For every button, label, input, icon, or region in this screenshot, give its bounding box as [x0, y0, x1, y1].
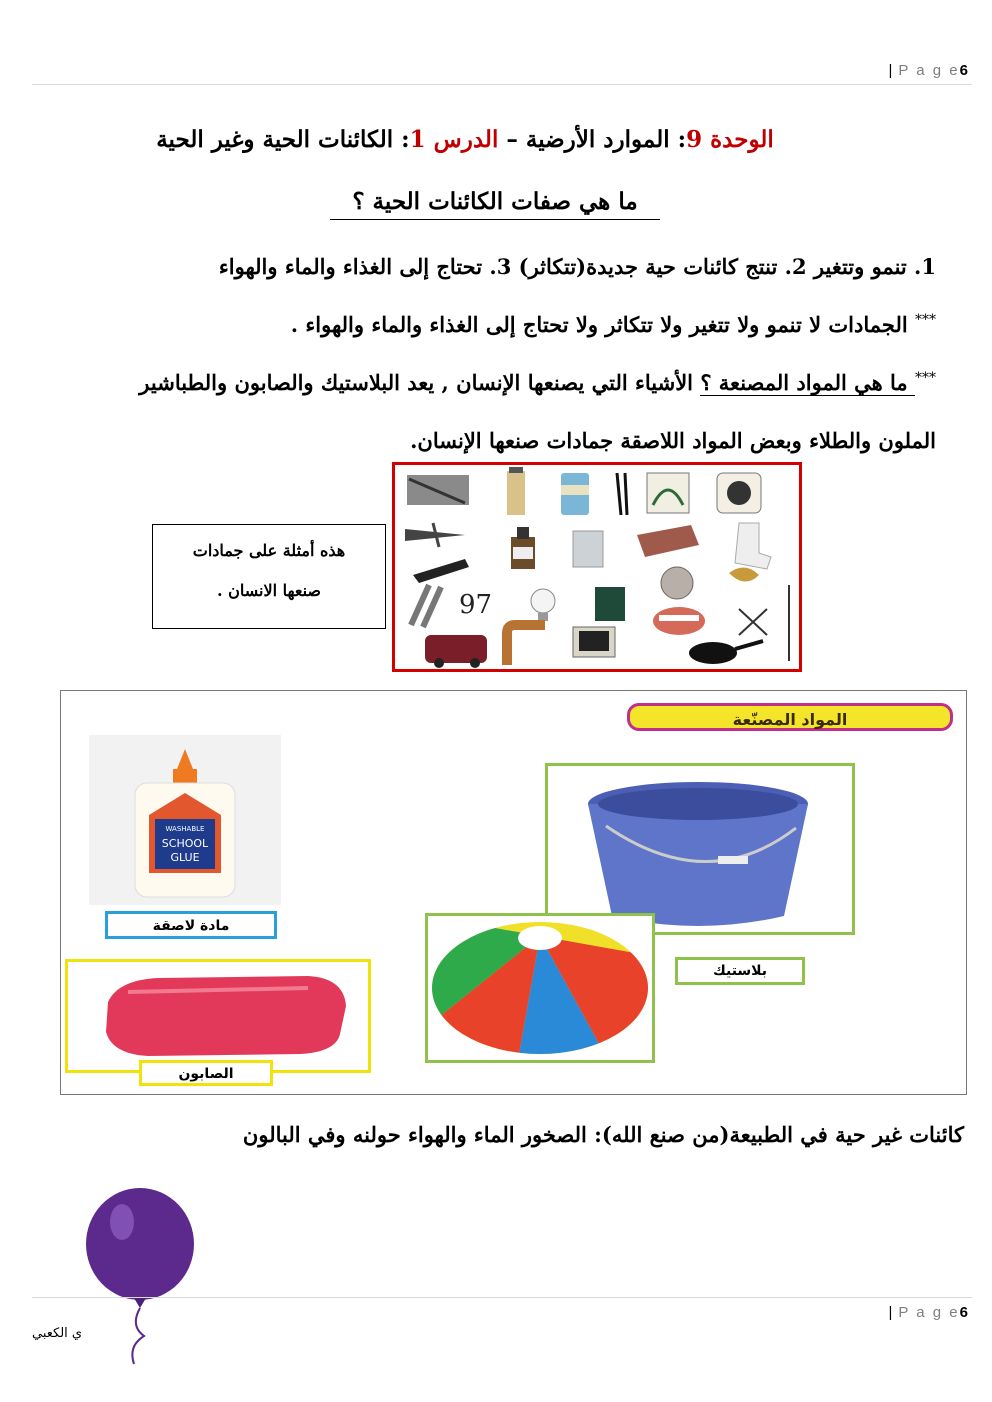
page-number: 6: [959, 1304, 970, 1321]
airplane-icon: [405, 523, 465, 547]
author-name: ي الكعبي: [32, 1326, 83, 1341]
computer-icon: [573, 627, 615, 657]
glue-bottle-text-2: SCHOOL: [161, 837, 209, 850]
brick-icon: [637, 525, 699, 557]
beach-ball-image: [428, 916, 652, 1060]
stars-marker: ***: [915, 312, 936, 328]
manufactured-line-1: [139, 370, 936, 395]
manufactured-answer-2: الملون والطلاء وبعض المواد اللاصقة جمادات صنعها الإنسان.: [410, 428, 936, 453]
pencils-icon: [617, 473, 627, 515]
pipe-icon: [507, 625, 545, 665]
balloon-image: [84, 1186, 204, 1366]
lesson-label: الدرس 1: [409, 126, 499, 153]
ribbon-icon: [729, 567, 759, 581]
plastic-bucket-image: [548, 766, 852, 932]
collage-image: [395, 465, 799, 669]
sticks-icon: [411, 585, 441, 627]
natural-nonliving-line: كائنات غير حية في الطبيعة(من صنع الله): الصخور الماء والهواء حولنه وفي البالون: [242, 1122, 964, 1147]
pan-icon: [689, 641, 763, 664]
manmade-objects-collage: [392, 462, 802, 672]
unit-topic: : الموارد الأرضية –: [498, 126, 687, 153]
tile-icon: [647, 473, 689, 513]
plate-icon: [661, 567, 693, 599]
page-title: [120, 126, 810, 153]
manufactured-materials-panel: [60, 690, 967, 1095]
glue-bottle-image: [89, 735, 281, 905]
soap-label: الصابون: [139, 1060, 273, 1086]
hammer-icon: [413, 559, 469, 583]
sock-icon: [735, 523, 771, 569]
materials-heading: المواد المصنّعة: [627, 703, 953, 731]
bottle-icon: [511, 527, 535, 569]
bucket-frame: [545, 763, 855, 935]
can-icon: [561, 473, 589, 515]
footer-rule: [32, 1297, 972, 1298]
soap-image: [68, 962, 368, 1070]
stars-marker: ***: [915, 370, 936, 386]
number-97: 97: [459, 590, 493, 620]
lesson-topic: : الكائنات الحية وغير الحية: [156, 126, 410, 153]
nonliving-statement: [291, 312, 936, 337]
planes-models-icon: [407, 475, 469, 505]
page-word: P a g e: [898, 1304, 960, 1321]
car-icon: [425, 635, 487, 668]
page-number-footer: | P a g e6: [888, 1304, 970, 1321]
note-line-1: هذه أمثلة على جمادات: [192, 541, 346, 560]
living-traits: 1. تنمو وتتغير 2. تنتج كائنات حية جديدة(تتكاثر) 3. تحتاج إلى الغذاء والماء والهواء: [218, 254, 936, 279]
paint-tube-icon: [507, 467, 525, 515]
card-icon: [595, 587, 625, 621]
unit-label: الوحدة 9: [686, 126, 774, 153]
manufactured-answer-1: الأشياء التي يصنعها الإنسان , يعد البلاستيك والصابون والطباشير: [139, 370, 701, 395]
section-question: ما هي صفات الكائنات الحية ؟: [330, 188, 660, 220]
manufactured-question: ما هي المواد المصنعة ؟: [700, 370, 915, 395]
page-word: P a g e: [898, 62, 960, 79]
plastic-label: بلاستيك: [675, 957, 805, 985]
header-rule: [32, 84, 972, 85]
note-line-2: صنعها الانسان .: [216, 581, 321, 600]
glue-bottle-text-1: WASHABLE: [165, 825, 205, 833]
ball-frame: [425, 913, 655, 1063]
cross-icon: [739, 609, 767, 635]
rooster-mug-icon: [717, 473, 761, 513]
glue-bottle-text-3: GLUE: [170, 851, 200, 864]
bulb-icon: [531, 589, 555, 621]
dentures-icon: [653, 607, 705, 635]
glue-label: مادة لاصقة: [105, 911, 277, 939]
page-number-header: | P a g e6: [888, 62, 970, 79]
examples-note-box: [152, 524, 386, 629]
page-number: 6: [959, 62, 970, 79]
nonliving-text: الجمادات لا تنمو ولا تتغير ولا تتكاثر ولا تحتاج إلى الغذاء والماء والهواء .: [290, 312, 915, 337]
glass-icon: [573, 531, 603, 567]
soap-frame: [65, 959, 371, 1073]
